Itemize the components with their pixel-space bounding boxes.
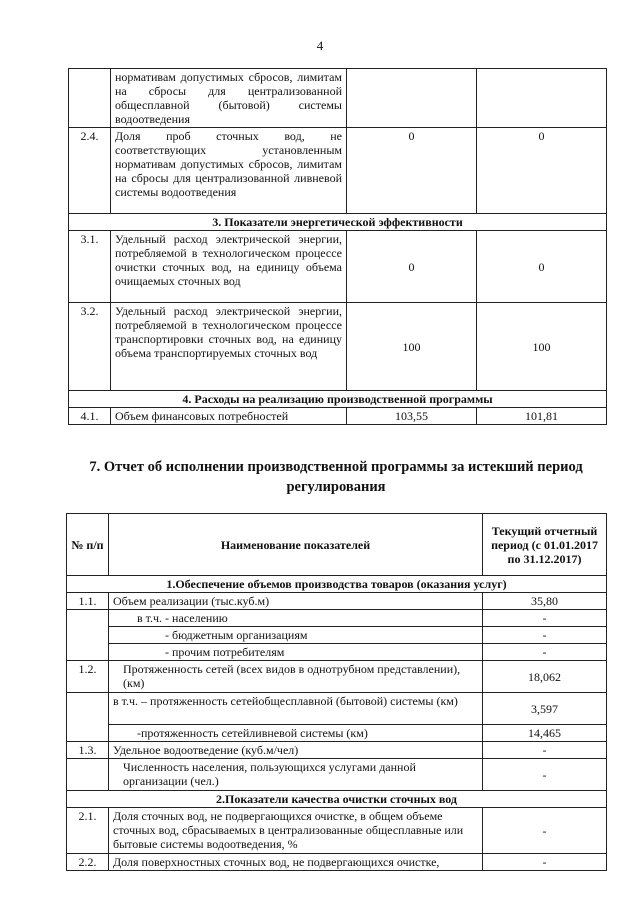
row-value: - [483, 742, 607, 759]
table-header-row [67, 514, 607, 576]
row-number: 2.4. [69, 128, 111, 214]
header-period: Текущий отчетный период (с 01.01.2017 по 31.12.2017) [483, 514, 607, 576]
section-header [69, 391, 607, 408]
table-row [69, 69, 607, 128]
table-row [67, 854, 607, 871]
row-number: 1.2. [67, 661, 109, 693]
row-value: 35,80 [483, 593, 607, 610]
row-number: 2.1. [67, 808, 109, 854]
table-row [67, 808, 607, 854]
table-row [67, 627, 607, 644]
table-row [67, 610, 607, 627]
section-heading: 7. Отчет об исполнении производственной программы за истекший период регулирования [89, 459, 583, 495]
row-text: - прочим потребителям [109, 644, 483, 661]
row-value-2: 0 [477, 128, 607, 214]
row-text: Удельный расход электрической энергии, потребляемой в технологическом процессе очистки сточных вод, на единицу объема очищаемых сточных вод [111, 231, 347, 303]
section-header [69, 214, 607, 231]
row-value-1: 0 [347, 231, 477, 303]
section-header [67, 791, 607, 808]
row-value: - [483, 854, 607, 871]
table-row [69, 303, 607, 391]
section-header [67, 576, 607, 593]
table-row [67, 759, 607, 791]
row-text: Протяженность сетей (всех видов в однотрубном представлении), (км) [109, 661, 483, 693]
table-row [67, 693, 607, 725]
table-row [69, 231, 607, 303]
table-row [67, 593, 607, 610]
section-2-title: 2.Показатели качества очистки сточных вод [67, 791, 607, 808]
row-number: 2.2. [67, 854, 109, 871]
section-4-title: 4. Расходы на реализацию производственной программы [69, 391, 607, 408]
row-text: Удельный расход электрической энергии, потребляемой в технологическом процессе транспортировки сточных вод, на единицу объема транспортируемых сточных вод [111, 303, 347, 391]
table-row [69, 128, 607, 214]
row-value: 18,062 [483, 661, 607, 693]
row-text: нормативам допустимых сбросов, лимитам на сбросы для централизованной общесплавной (бытовой) системы водоотведения [111, 69, 347, 128]
table-row [67, 644, 607, 661]
row-number: 3.2. [69, 303, 111, 391]
row-text: Численность населения, пользующихся услугами данной организации (чел.) [109, 759, 483, 791]
row-text: -протяженность сетейливневой системы (км) [109, 725, 483, 742]
table-row [67, 725, 607, 742]
table-row [67, 742, 607, 759]
table-row [69, 408, 607, 425]
row-text: - бюджетным организациям [109, 627, 483, 644]
row-value-2: 100 [477, 303, 607, 391]
row-value-1: 103,55 [347, 408, 477, 425]
section-1-title: 1.Обеспечение объемов производства товаров (оказания услуг) [67, 576, 607, 593]
row-text: Доля поверхностных сточных вод, не подвергающихся очистке, [109, 854, 483, 871]
header-number: № п/п [67, 514, 109, 576]
row-text: Доля сточных вод, не подвергающихся очистке, в общем объеме сточных вод, сбрасываемых в централизованные общесплавные или бытовые системы водоотведения, % [109, 808, 483, 854]
row-value: - [483, 610, 607, 627]
report-table [66, 513, 607, 871]
row-text: Объем реализации (тыс.куб.м) [109, 593, 483, 610]
row-value-2: 0 [477, 231, 607, 303]
row-value-2: 101,81 [477, 408, 607, 425]
page-number: 4 [316, 38, 324, 53]
row-text: в т.ч. - населению [109, 610, 483, 627]
row-text: Объем финансовых потребностей [111, 408, 347, 425]
row-number: 4.1. [69, 408, 111, 425]
header-name: Наименование показателей [109, 514, 483, 576]
row-value-1: 0 [347, 128, 477, 214]
row-value: - [483, 644, 607, 661]
row-number: 3.1. [69, 231, 111, 303]
row-value: - [483, 808, 607, 854]
row-text: в т.ч. – протяженность сетейобщесплавной (бытовой) системы (км) [109, 693, 483, 725]
row-number: 1.1. [67, 593, 109, 610]
section-3-title: 3. Показатели энергетической эффективности [69, 214, 607, 231]
row-value-1: 100 [347, 303, 477, 391]
indicators-table-continued [68, 68, 607, 425]
row-value: - [483, 627, 607, 644]
row-text: Доля проб сточных вод, не соответствующих установленным нормативам допустимых сбросов, лимитам на сбросы для централизованной ливневой системы водоотведения [111, 128, 347, 214]
row-value: 14,465 [483, 725, 607, 742]
row-number: 1.3. [67, 742, 109, 759]
row-value: - [483, 759, 607, 791]
row-value: 3,597 [483, 693, 607, 725]
table-row [67, 661, 607, 693]
row-text: Удельное водоотведение (куб.м/чел) [109, 742, 483, 759]
